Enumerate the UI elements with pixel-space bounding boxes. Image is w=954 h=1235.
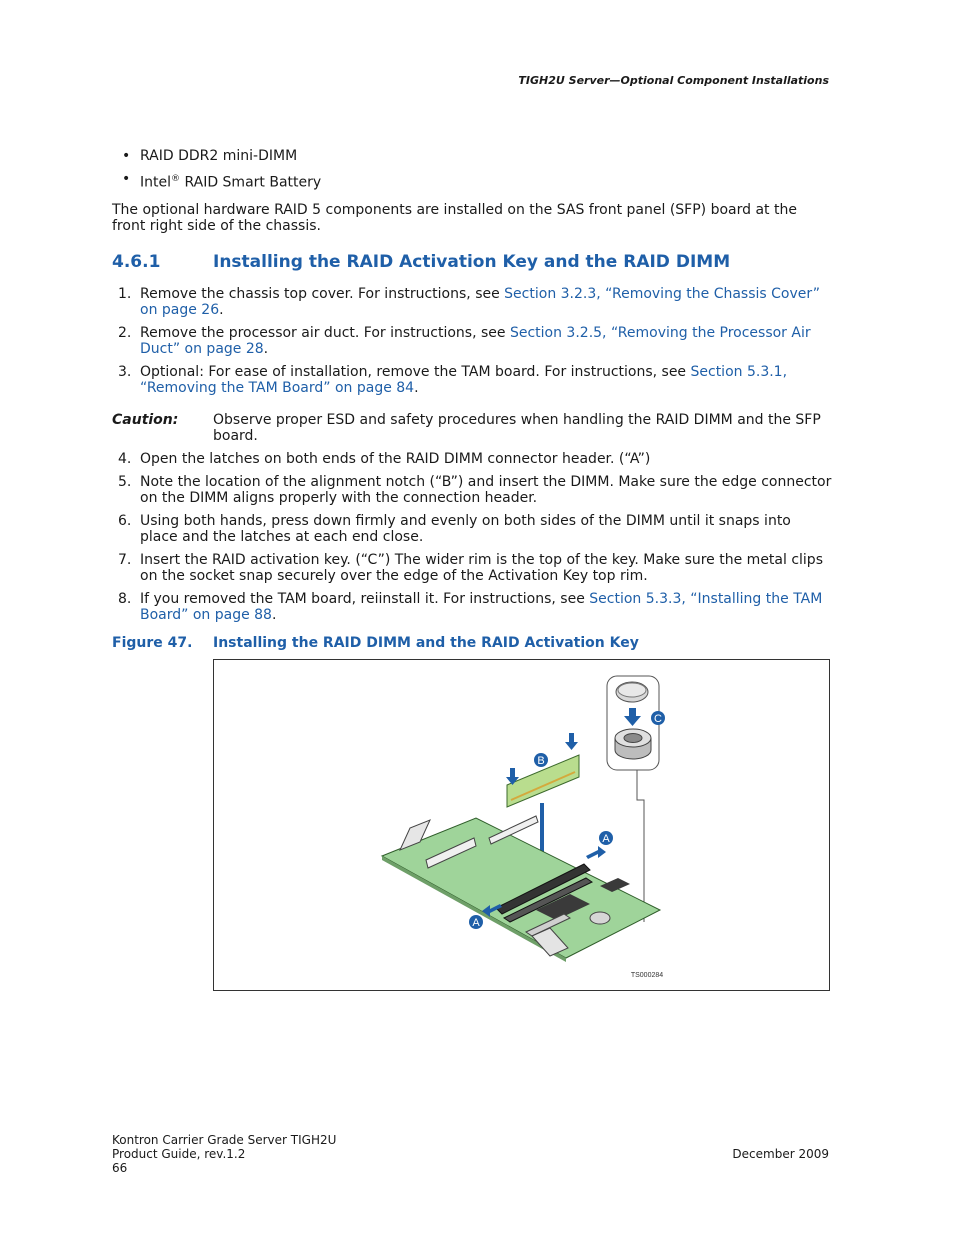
step-text: Open the latches on both ends of the RAID DIMM connector header. (“A”) — [140, 451, 651, 467]
list-item-text: RAID Smart Battery — [180, 174, 322, 191]
page-number: 66 — [112, 1161, 128, 1175]
cross-reference-link[interactable]: Section 5.3.1, “Removing the TAM Board” on page 84 — [140, 364, 788, 396]
step-item — [112, 451, 832, 467]
steps-list-1 — [112, 286, 832, 396]
figure-caption — [112, 635, 832, 651]
component-list — [112, 148, 832, 198]
intro-paragraph: The optional hardware RAID 5 components are installed on the SAS front panel (SFP) board at the front right side of the chassis. — [112, 202, 797, 234]
step-end: . — [414, 380, 419, 396]
steps-list-2 — [112, 451, 832, 623]
footer-left — [112, 1133, 336, 1175]
step-text: Insert the RAID activation key. (“C”) The wider rim is the top of the key. Make sure the metal clips on the socket snap securely over the edge of the Activation Key top rim. — [140, 552, 823, 584]
step-item — [112, 552, 832, 584]
step-text: Note the location of the alignment notch (“B”) and insert the DIMM. Make sure the edge connector on the DIMM aligns properly with the connection header. — [140, 474, 832, 506]
step-number: 8. — [118, 591, 132, 607]
step-end: . — [263, 341, 269, 357]
step-text: Optional: For ease of installation, remove the TAM board. For instructions, see — [140, 364, 691, 380]
footer-guide: Product Guide, rev.1.2 — [112, 1147, 246, 1161]
marker-a-label: A — [602, 833, 610, 845]
marker-a-label: A — [472, 917, 480, 929]
list-item — [112, 148, 832, 165]
caution-label: Caution: — [112, 412, 179, 428]
figure-frame — [213, 659, 830, 991]
key-socket-hole — [624, 734, 642, 743]
section-number: 4.6.1 — [112, 252, 161, 272]
section-title: Installing the RAID Activation Key and the RAID DIMM — [213, 252, 731, 272]
list-item — [112, 171, 832, 192]
bullet-icon: • — [122, 148, 131, 164]
step-item — [112, 591, 832, 623]
step-end: . — [271, 607, 277, 623]
cross-reference-link[interactable]: Section 5.3.3, “Installing the TAM Board” on page 88 — [140, 591, 823, 623]
board-key-socket — [590, 912, 610, 924]
step-number: 2. — [118, 325, 132, 341]
step-text: Remove the processor air duct. For instructions, see — [140, 325, 510, 341]
step-item — [112, 474, 832, 506]
figure-code: TS000284 — [630, 972, 664, 979]
step-item — [112, 513, 832, 545]
running-header: TIGH2U Server—Optional Component Installations — [518, 74, 829, 87]
step-number: 1. — [118, 286, 132, 302]
step-number: 7. — [118, 552, 132, 568]
arrow-right-icon — [586, 846, 606, 859]
marker-c-label: C — [654, 713, 662, 725]
step-end: . — [219, 302, 224, 318]
step-text: Remove the chassis top cover. For instructions, see — [140, 286, 505, 302]
step-item — [112, 286, 832, 318]
cross-reference-link[interactable]: Section 3.2.3, “Removing the Chassis Cover” on page 26 — [140, 286, 820, 318]
step-number: 4. — [118, 451, 132, 467]
step-number: 5. — [118, 474, 132, 490]
caution-text: Observe proper ESD and safety procedures when handling the RAID DIMM and the SFP board. — [213, 412, 821, 444]
figure-title: Installing the RAID DIMM and the RAID Activation Key — [213, 635, 639, 651]
figure-label: Figure 47. — [112, 635, 193, 651]
activation-key-top — [618, 683, 646, 697]
section-heading — [112, 252, 832, 272]
step-number: 3. — [118, 364, 132, 380]
step-item — [112, 325, 832, 357]
step-text: Using both hands, press down firmly and evenly on both sides of the DIMM until it snaps into place and the latches at each end close. — [140, 513, 791, 545]
registered-mark: ® — [171, 174, 180, 184]
step-number: 6. — [118, 513, 132, 529]
arrow-down-icon — [565, 733, 578, 750]
step-item — [112, 364, 832, 396]
cross-reference-link[interactable]: Section 3.2.5, “Removing the Processor Air Duct” on page 28 — [140, 325, 811, 357]
marker-b-label: B — [537, 755, 545, 767]
raid-installation-illustration — [214, 660, 829, 990]
list-item-text: Intel — [140, 174, 171, 191]
bullet-icon: • — [122, 171, 131, 187]
footer-date: December 2009 — [732, 1147, 829, 1161]
footer-product: Kontron Carrier Grade Server TIGH2U — [112, 1133, 337, 1147]
step-text: If you removed the TAM board, reiinstall it. For instructions, see — [140, 591, 590, 607]
list-item-text: RAID DDR2 mini-DIMM — [140, 148, 298, 164]
